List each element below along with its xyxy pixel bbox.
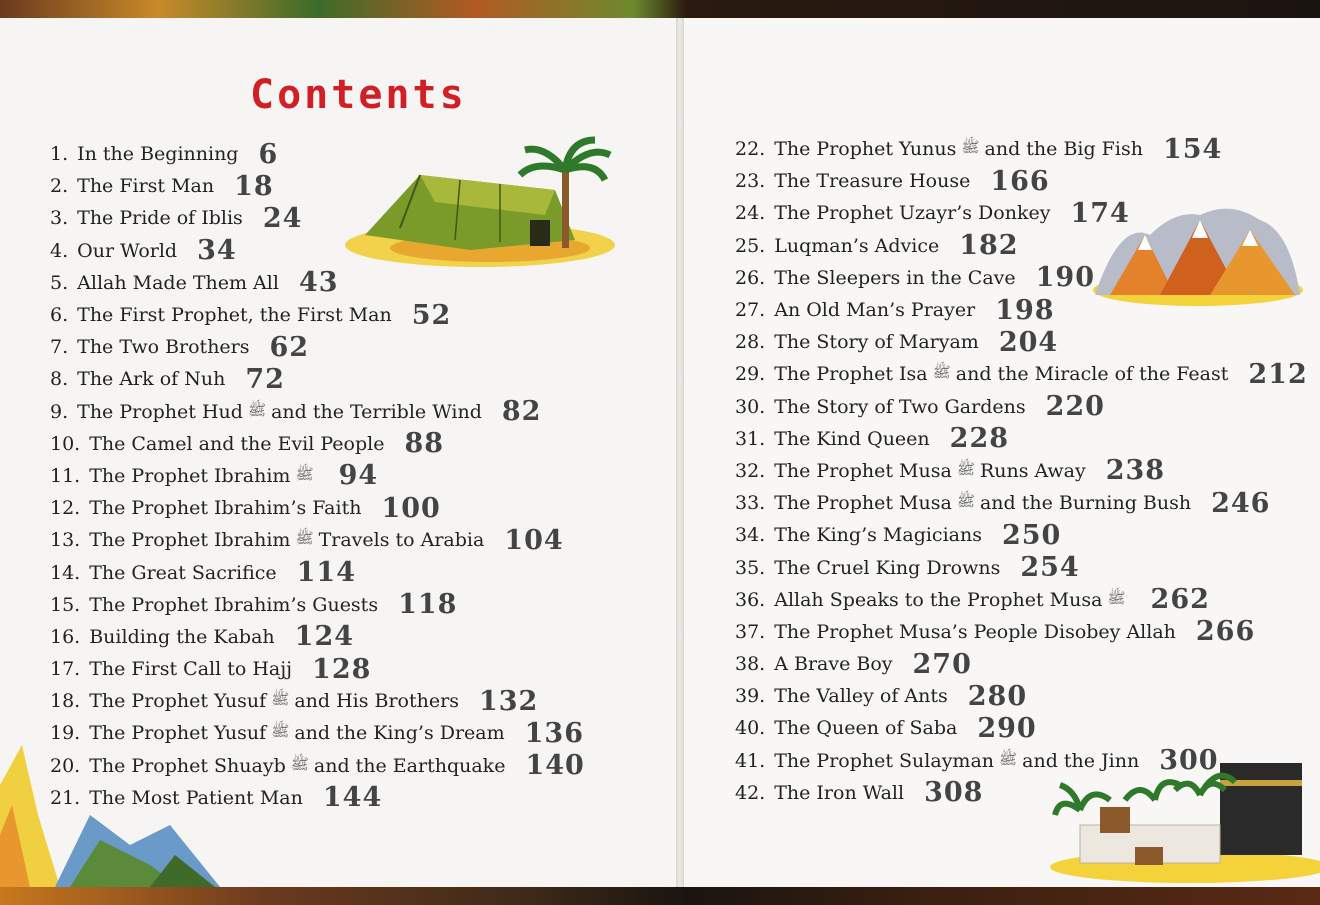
entry-title: The Prophet Ibrahim’s Faith (89, 497, 362, 520)
entry-number: 16. (50, 625, 81, 648)
entry-page-number: 174 (1070, 197, 1130, 229)
entry-title: The Story of Two Gardens (774, 395, 1026, 418)
contents-entry (735, 487, 1308, 519)
entry-title: The Prophet Isa (774, 363, 928, 386)
contents-entry (735, 455, 1308, 487)
entry-page-number: 228 (949, 423, 1010, 455)
contents-entry (50, 492, 585, 524)
honorific-icon: ﷺ (247, 400, 267, 419)
entry-number: 6. (50, 304, 69, 327)
entry-page-number: 190 (1035, 262, 1095, 294)
entry-number: 26. (735, 266, 766, 289)
entry-page-number: 34 (197, 235, 237, 267)
entry-title: The First Call to Hajj (89, 658, 293, 681)
entry-title: The First Prophet, the First Man (77, 304, 392, 327)
contents-entry (50, 782, 585, 814)
entry-title: The Prophet Musa (774, 459, 952, 482)
entry-page-number: 118 (398, 589, 458, 621)
entry-page-number: 62 (269, 331, 310, 363)
entry-page-number: 100 (381, 492, 441, 524)
entry-number: 3. (50, 207, 69, 230)
entry-number: 35. (735, 556, 766, 579)
contents-entry (735, 294, 1308, 326)
entry-number: 4. (50, 239, 69, 262)
entry-page-number: 166 (990, 165, 1050, 197)
entry-title: The Story of Maryam (774, 331, 979, 354)
entry-page-number: 124 (294, 621, 355, 653)
honorific-icon: ﷺ (271, 690, 290, 709)
entry-page-number: 280 (967, 680, 1028, 712)
entry-number: 38. (735, 653, 766, 676)
entry-number: 19. (50, 722, 81, 745)
contents-entry (735, 391, 1308, 423)
entry-title: The Sleepers in the Cave (774, 266, 1016, 289)
entry-page-number: 262 (1150, 584, 1210, 616)
entry-title: Allah Made Them All (77, 271, 279, 294)
entry-number: 40. (735, 717, 766, 740)
entry-number: 27. (735, 299, 766, 322)
contents-entry (50, 202, 585, 234)
entry-page-number: 300 (1159, 745, 1219, 777)
contents-entry (50, 267, 585, 299)
contents-entry (735, 326, 1308, 358)
entry-title: The Prophet Ibrahim’s Guests (89, 593, 379, 616)
entry-title: The Iron Wall (774, 781, 905, 804)
entry-title: The Prophet Hud (77, 400, 243, 423)
contents-entry (50, 524, 585, 556)
entry-number: 12. (50, 497, 81, 520)
entry-page-number: 270 (912, 648, 972, 680)
entry-number: 1. (50, 143, 69, 166)
contents-entry (50, 717, 585, 749)
entry-number: 5. (50, 271, 69, 294)
entry-number: 7. (50, 336, 69, 359)
entry-number: 13. (50, 529, 81, 552)
entry-page-number: 238 (1105, 455, 1166, 487)
entry-title: The Camel and the Evil People (89, 432, 385, 455)
contents-entry (735, 358, 1308, 390)
entry-number: 31. (735, 427, 766, 450)
contents-entry (50, 428, 585, 460)
entry-number: 37. (735, 620, 766, 643)
entry-page-number: 254 (1020, 552, 1080, 584)
contents-entry (50, 589, 585, 621)
contents-entry (50, 138, 585, 170)
entry-number: 28. (735, 331, 766, 354)
entry-page-number: 6 (258, 138, 279, 170)
contents-entry (735, 197, 1308, 229)
entry-title: In the Beginning (77, 143, 239, 166)
entry-number: 34. (735, 524, 766, 547)
entry-page-number: 198 (995, 294, 1055, 326)
honorific-icon: ﷺ (961, 138, 980, 157)
entry-number: 8. (50, 368, 69, 391)
honorific-icon: ﷺ (999, 749, 1018, 768)
entry-title: Building the Kabah (89, 625, 275, 648)
contents-entry (50, 750, 585, 782)
contents-entry (50, 235, 585, 267)
contents-entry (735, 423, 1308, 455)
entry-number: 11. (50, 464, 81, 487)
entry-number: 36. (735, 588, 766, 611)
entry-title: The First Man (77, 175, 215, 198)
entry-page-number: 136 (524, 717, 585, 749)
entry-title: The Prophet Ibrahim (89, 529, 291, 552)
contents-entry (735, 551, 1308, 583)
honorific-icon: ﷺ (290, 754, 309, 773)
cover-edge-bottom (0, 887, 1320, 905)
contents-title: Contents (250, 72, 467, 118)
entry-number: 25. (735, 234, 766, 257)
contents-entry (50, 460, 585, 492)
entry-title: The Kind Queen (774, 427, 930, 450)
entry-page-number: 104 (504, 524, 564, 556)
contents-entry (50, 621, 585, 653)
entry-title: The Two Brothers (77, 336, 250, 359)
entry-title: The Prophet Yusuf (89, 690, 267, 713)
contents-entry (735, 262, 1308, 294)
contents-entry (735, 584, 1308, 616)
entry-page-number: 308 (924, 777, 984, 809)
entry-page-number: 94 (338, 460, 379, 492)
entry-title: The Prophet Uzayr’s Donkey (774, 202, 1051, 225)
contents-entry (735, 133, 1308, 165)
entry-title: The Cruel King Drowns (774, 556, 1001, 579)
entry-title: and the Miracle of the Feast (955, 363, 1229, 386)
entry-number: 29. (735, 363, 766, 386)
contents-entry (735, 680, 1308, 712)
entry-title: and the Jinn (1022, 749, 1140, 772)
entry-title: Travels to Arabia (318, 529, 485, 552)
contents-entry (50, 170, 585, 202)
cover-edge-top (0, 0, 1320, 18)
entry-title: and His Brothers (294, 690, 459, 713)
honorific-icon: ﷺ (295, 529, 314, 548)
entry-page-number: 182 (959, 230, 1019, 262)
entry-title: The King’s Magicians (774, 524, 982, 547)
book-gutter (676, 18, 684, 887)
entry-page-number: 144 (322, 782, 383, 814)
entry-number: 15. (50, 593, 81, 616)
entry-number: 39. (735, 685, 766, 708)
entry-number: 32. (735, 459, 766, 482)
entry-title: and the Big Fish (984, 138, 1143, 161)
contents-entry (735, 519, 1308, 551)
entry-title: The Prophet Yusuf (89, 722, 267, 745)
entry-number: 22. (735, 138, 766, 161)
entry-number: 33. (735, 492, 766, 515)
entry-page-number: 266 (1195, 616, 1256, 648)
contents-entry (50, 331, 585, 363)
entry-number: 42. (735, 781, 766, 804)
entry-title: The Great Sacrifice (89, 561, 277, 584)
honorific-icon: ﷺ (295, 464, 314, 483)
entry-title: The Prophet Yunus (774, 138, 957, 161)
entry-number: 9. (50, 400, 69, 423)
contents-entry (735, 616, 1308, 648)
contents-entry (50, 299, 585, 331)
entry-title: A Brave Boy (774, 653, 893, 676)
entry-title: The Prophet Musa’s People Disobey Allah (774, 620, 1176, 643)
entry-title: and the Terrible Wind (271, 400, 482, 423)
entry-page-number: 220 (1045, 391, 1105, 423)
entry-page-number: 290 (977, 712, 1037, 744)
contents-entry (50, 396, 585, 428)
contents-list-left (50, 138, 585, 814)
entry-number: 10. (50, 432, 81, 455)
honorific-icon: ﷺ (956, 492, 975, 511)
honorific-icon: ﷺ (932, 363, 951, 382)
contents-entry (735, 230, 1308, 262)
contents-entry (735, 165, 1308, 197)
contents-entry (735, 648, 1308, 680)
entry-page-number: 140 (525, 750, 585, 782)
entry-number: 24. (735, 202, 766, 225)
entry-title: The Most Patient Man (89, 786, 303, 809)
entry-title: An Old Man’s Prayer (774, 299, 976, 322)
entry-title: and the King’s Dream (294, 722, 505, 745)
contents-entry (50, 685, 585, 717)
entry-page-number: 246 (1211, 487, 1271, 519)
entry-number: 20. (50, 754, 81, 777)
entry-title: The Treasure House (774, 170, 971, 193)
honorific-icon: ﷺ (271, 722, 290, 741)
entry-title: The Queen of Saba (774, 717, 958, 740)
entry-page-number: 82 (501, 396, 542, 428)
entry-page-number: 212 (1248, 358, 1308, 390)
entry-title: The Prophet Ibrahim (89, 464, 291, 487)
contents-list-right (735, 133, 1308, 809)
contents-entry (50, 653, 585, 685)
entry-title: Runs Away (979, 459, 1086, 482)
entry-number: 21. (50, 786, 81, 809)
entry-title: Allah Speaks to the Prophet Musa (774, 588, 1103, 611)
entry-title: The Valley of Ants (774, 685, 948, 708)
entry-page-number: 52 (411, 299, 452, 331)
entry-page-number: 250 (1001, 519, 1062, 551)
entry-number: 2. (50, 175, 69, 198)
entry-title: Luqman’s Advice (774, 234, 940, 257)
entry-title: The Ark of Nuh (77, 368, 226, 391)
entry-page-number: 43 (298, 267, 339, 299)
contents-entry (735, 745, 1308, 777)
entry-title: The Pride of Iblis (77, 207, 243, 230)
entry-page-number: 154 (1162, 133, 1223, 165)
contents-entry (50, 363, 585, 395)
entry-page-number: 128 (312, 653, 372, 685)
entry-page-number: 204 (998, 326, 1059, 358)
entry-page-number: 72 (245, 363, 285, 395)
entry-title: The Prophet Musa (774, 492, 952, 515)
entry-title: and the Burning Bush (979, 492, 1192, 515)
contents-entry (735, 712, 1308, 744)
entry-page-number: 114 (296, 557, 356, 589)
entry-page-number: 132 (478, 685, 539, 717)
entry-number: 41. (735, 749, 766, 772)
entry-page-number: 24 (262, 202, 303, 234)
entry-title: Our World (77, 239, 178, 262)
entry-page-number: 88 (404, 428, 445, 460)
entry-number: 17. (50, 658, 81, 681)
entry-title: The Prophet Sulayman (774, 749, 995, 772)
entry-number: 30. (735, 395, 766, 418)
honorific-icon: ﷺ (1107, 588, 1126, 607)
entry-number: 23. (735, 170, 766, 193)
entry-number: 14. (50, 561, 81, 584)
entry-number: 18. (50, 690, 81, 713)
entry-title: The Prophet Shuayb (89, 754, 286, 777)
entry-page-number: 18 (234, 170, 274, 202)
entry-title: and the Earthquake (313, 754, 506, 777)
honorific-icon: ﷺ (956, 459, 975, 478)
contents-entry (50, 556, 585, 588)
contents-entry (735, 777, 1308, 809)
